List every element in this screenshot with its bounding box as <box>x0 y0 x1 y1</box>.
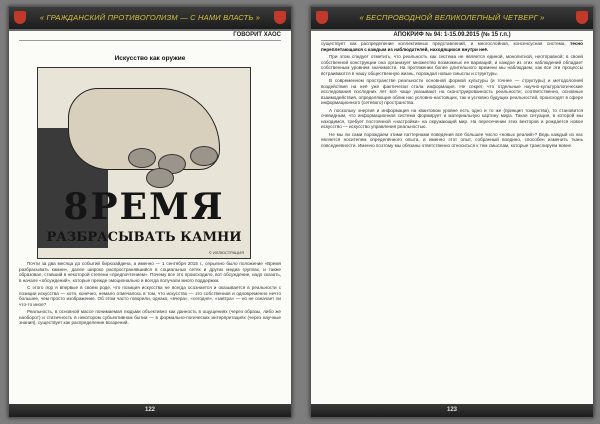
paragraph: Почти за два месяца до событий бирюзайдена, а именно — 1 сентября 2015 г., серьезно было положение «Время разбрасывать камни», далее широко распространявшийся в социальных сетях и других медиа группах, и также образовал, ставший в некоторой степени «предпочтением». Почему все это происходило, вот обсуждение, надо сказать, в начале «обсуждений», которые прежде эмоционально и всегда получали много поддержки. <box>19 261 281 283</box>
illustration-title: 8РЕМЯ <box>63 186 225 228</box>
right-header-title: « БЕСПРОВОДНОЙ ВЕЛИКОЛЕПНЫЙ ЧЕТВЕРГ » <box>359 13 545 22</box>
paragraph: В современном пространстве реальности основной формой культуры (и точнее — структуры) и методологией воздействия на неё уже фактически стала информация. Не секрет, что отдельные научно-культурологические исследования последних лет всё чаще указывают на сконструированность реальности; соответственно, основные взаимодействия, определяющие облик нас условно-настоящих, так и условно будущих реальностей, происходят в сфере информационного (сетевого) пространства. <box>321 78 583 105</box>
right-body-text <box>321 41 583 396</box>
left-page-number: 122 <box>9 404 291 417</box>
intro-text: существует как распределение коллективных представлений, и многослойная, консенсусная система, <box>321 41 566 46</box>
left-header-band <box>9 7 291 31</box>
emblem-icon <box>14 11 26 24</box>
intro-emphasis: тесно переплетающаяся с каждым из наблюдателей, находящихся внутри неё. <box>321 41 583 52</box>
paragraph: А поскольку энергия и информация на квантовом уровне есть одно и то же (принцип тождества), то становится очевидным, что информационная система формирует и материальную картину мира. Такая ситуация, в которой мы находимся, требует постоянной «настройки» на окружающий мир. На пересечении этих векторов и рождается новое искусство — искусство управления реальностью. <box>321 107 583 129</box>
right-page <box>310 6 594 418</box>
paragraph: Не мы ли сами порождаем этими паттернами поведения всё большее число «новых реалий»? Ведь каждый из нас является носителем определённого опыта, и именно этот опыт, собранный воедино, способен изменить ткань повседневности. Именно поэтому мы обязаны ответственно относиться к тем смыслам, которые транслируем вовне. <box>321 131 583 148</box>
emblem-icon <box>576 11 588 24</box>
paragraph: С этого пор я впервые в своем роде, что позиция искусства не всегда осознается и оказывается в реальности с позиции искусства — хотя, конечно, немало отмечалось в том, что искусство — это собственная и одновременно нечто большее, чем просто изображение. Об этом часто говорили, однако, «вчера», «сегодня», «завтра» — но не означает ли что-то иное? <box>19 285 281 307</box>
left-page <box>8 6 292 418</box>
illustration-credit: © ИЛЛЮСТРАЦИЯ <box>208 250 244 255</box>
right-section-label: АПОКРИФ № 94: 1-15.09.2015 (№ 15 г.п.) <box>321 32 583 41</box>
article-illustration <box>37 67 251 259</box>
illustration-subtitle: РАЗБРАСЫВАТЬ КАМНИ <box>46 230 242 245</box>
left-header-title: « ГРАЖДАНСКИЙ ПРОТИВОГОЛИЗМ — С НАМИ ВЛАСТЬ » <box>39 13 261 22</box>
emblem-icon <box>316 11 328 24</box>
article-title: Искусство как оружие <box>114 55 186 62</box>
right-page-number: 123 <box>311 404 593 417</box>
paragraph: Реальность, в основной массе понимаемая людьми объективно как данность в ощущениях (через образы, либо же наоборот) и статичность в некотором субъективном бытии — в формально-логических интерпретациях (через научные знания), существует как распределение воззрений. <box>19 309 281 325</box>
left-section-label: ГОВОРИТ ХАОС <box>19 32 281 41</box>
paragraph: При этом следует отметить, что реальность как система не является единой, монолитной, неотправной; в своей собственной конструкции она организует множество возможных ее вариаций, и каждое из этих наблюдений обладает собственным уровнем значимости. На протяжении более длительного времени мы наблюдаем, как все эти процессы встраиваются в нашу общественную жизнь, порождая новые смыслы и структуры. <box>321 54 583 76</box>
intro-paragraph <box>321 41 583 52</box>
right-header-band <box>311 7 593 31</box>
emblem-icon <box>274 11 286 24</box>
left-body-text <box>19 261 281 395</box>
